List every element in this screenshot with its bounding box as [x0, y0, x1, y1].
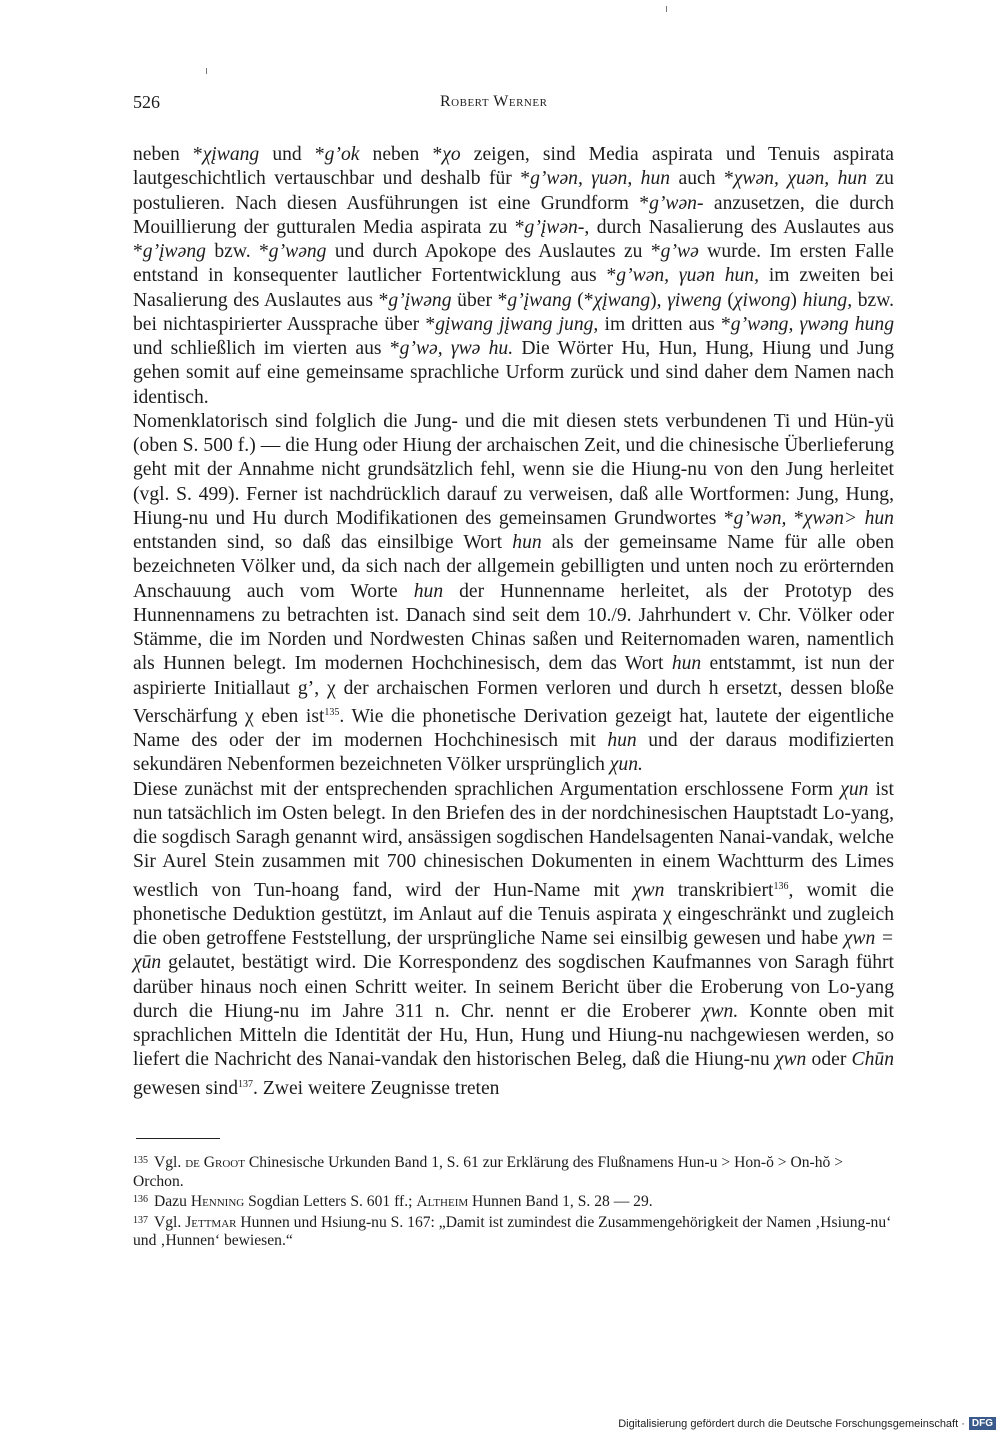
running-head: Robert Werner — [440, 93, 548, 110]
footnote-divider — [136, 1138, 220, 1139]
paragraph-3: Diese zunächst mit der entsprechenden sprachlichen Argumentation erschlossene Form χun ist nun tatsächlich im Osten belegt. In den Briefen des in der nordchinesischen Hauptstadt Lo-yang, die sogdisch Saragh genannt wird, ansässigen sogdischen Handelsagenten Nanai-vandak, welche Sir Aurel Stein zusammen mit 700 chinesischen Dokumenten in einem Wachtturm des Limes westlich von Tun-hoang fand, wird der Hun-Name mit χwn transkribiert$^{136}$, womit die phonetische Deduktion gestützt, im Anlaut auf die Tenuis aspirata χ eingeschränkt und zugleich die oben getroffene Feststellung, der ursprüngliche Name sei einsilbig gewesen und habe χwn = χūn gelautet, bestätigt wird. Die Korrespondenz des sogdischen Kaufmannes von Saragh führt darüber hinaus noch einen Schritt weiter. In seinem Bericht über die Eroberung von Lo-yang durch die Hiung-nu im Jahre 311 n. Chr. nennt er die Eroberer χwn. Konnte oben mit sprachlichen Mitteln die Identität der Hu, Hun, Hung und Hiung-nu nachgewiesen werden, so liefert die Nachricht des Nanai-vandak den historischen Beleg, daß die Hiung-nu χwn oder Chūn gewesen sind$^{137}$. Zwei weitere Zeugnisse treten — [133, 778, 895, 1099]
footnote-ref-137: 137 — [238, 1078, 254, 1090]
dfg-banner-text: Digitalisierung gefördert durch die Deutsche Forschungsgemeinschaft · — [618, 1417, 965, 1430]
footnote-137: $^{137}$ Vgl. Jettmar Hunnen und Hsiung-nu S. 167: „Damit ist zumindest die Zusammengehörigkeit der Namen ‚Hsiung-nu‘ und ‚Hunnen‘ bewiesen.“ — [133, 1213, 892, 1249]
footnotes — [133, 1152, 894, 1251]
dfg-logo: DFG — [969, 1417, 996, 1430]
page-number: 526 — [133, 92, 160, 112]
footnote-ref-135: 135 — [324, 706, 340, 718]
footnote-ref-136: 136 — [773, 880, 789, 892]
scan-mark-left — [206, 68, 207, 74]
paragraph-1: neben *χįwang und *g’ok neben *χo zeigen, sind Media aspirata und Tenuis aspirata lautgeschichtlich vertauschbar und deshalb für *g’wən, γuən, hun auch *χwən, χuən, hun zu postulieren. Nach diesen Ausführungen ist eine Grundform *g’wən- anzusetzen, die durch Mouillierung der gutturalen Media aspirata zu *g’įwən-, durch Nasalierung des Auslautes aus *g’įwəng bzw. *g’wəng und durch Apokope des Auslautes zu *g’wə wurde. Im ersten Falle entstand in konsequenter lautlicher Fortentwicklung aus *g’wən, γuən hun, im zweiten bei Nasalierung des Auslautes aus *g’įwəng über *g’įwang (*χįwang), γiweng (χiwong) hiung, bzw. bei nichtaspirierter Aussprache über *gįwang jįwang jung, im dritten aus *g’wəng, γwəng hung und schließlich im vierten aus *g’wə, γwə hu. Die Wörter Hu, Hun, Hung, Hiung und Jung gehen somit auf eine gemeinsame sprachliche Urform zurück und sind daher dem Namen nach identisch. — [133, 144, 895, 408]
footnote-136: $^{136}$ Dazu Henning Sogdian Letters S. 601 ff.; Altheim Hunnen Band 1, S. 28 — 29. — [133, 1193, 653, 1210]
body-text — [133, 143, 894, 1101]
paragraph-2: Nomenklatorisch sind folglich die Jung- und die mit diesen stets verbundenen Ti und Hün-yü (oben S. 500 f.) — die Hung oder Hiung der archaischen Zeit, und die chinesische Überlieferung geht mit der Annahme nicht grundsätzlich fehl, wenn sie die Hiung-nu von den Jung herleitet (vgl. S. 499). Ferner ist nachdrücklich darauf zu verweisen, daß alle Wortformen: Jung, Hung, Hiung-nu und Hu durch Modifikationen des gemeinsamen Grundwortes *g’wən, *χwən> hun entstanden sind, so daß das einsilbige Wort hun als der gemeinsame Name für alle oben bezeichneten Völker und, da sich nach der allgemein gebilligten und unten noch zu erörternden Anschauung auch vom Worte hun der Hunnenname herleitet, als der Prototyp des Hunnennamens zu betrachten ist. Danach sind seit dem 10./9. Jahrhundert v. Chr. Völker oder Stämme, die im Norden und Nordwesten Chinas saßen und Reiternomaden waren, namentlich als Hunnen belegt. Im modernen Hochchinesisch, dem das Wort hun entstammt, ist nun der aspirierte Initiallaut g’, χ der archaischen Formen verloren und durch h ersetzt, dessen bloße Verschärfung χ eben ist$^{135}$. Wie die phonetische Derivation gezeigt hat, lautete der eigentliche Name des oder der im modernen Hochchinesisch mit hun und der daraus modifizierten sekundären Nebenformen bezeichneten Völker ursprünglich χun. — [133, 410, 894, 776]
scan-mark-top — [666, 6, 667, 12]
dfg-funding-banner — [618, 1417, 996, 1430]
footnote-135: $^{135}$ Vgl. de Groot Chinesische Urkunden Band 1, S. 61 zur Erklärung des Flußnamens Hun-u > Hon-ŏ > On-hŏ > Orchon. — [133, 1154, 844, 1190]
